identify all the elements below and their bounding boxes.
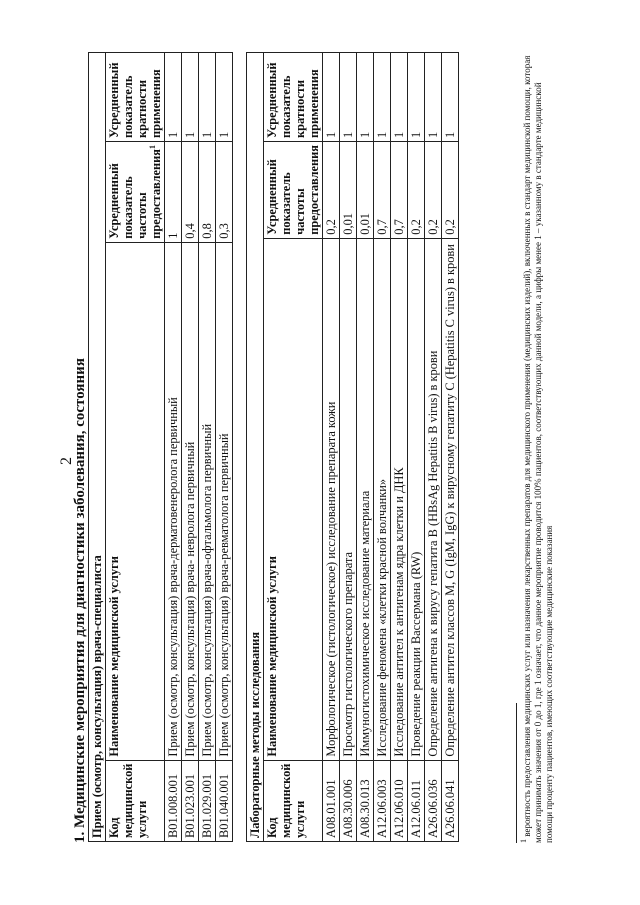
cell-name: Иммуногистохимическое исследование материала	[357, 238, 374, 760]
header-name: Наименование медицинской услуги	[106, 242, 165, 760]
footnote-ref: 1	[147, 144, 157, 149]
cell-name: Морфологическое (гистологическое) исследование препарата кожи	[323, 238, 340, 760]
cell-code: B01.040.001	[216, 760, 233, 841]
table-row	[340, 53, 357, 842]
section-title: 1. Медицинские мероприятия для диагностики заболевания, состояния	[72, 358, 88, 843]
cell-freq: 0,7	[391, 142, 408, 239]
header-code: Код медицинской услуги	[106, 760, 165, 841]
cell-code: A26.06.041	[442, 760, 459, 841]
cell-mult: 1	[340, 53, 357, 142]
cell-freq: 0,2	[323, 142, 340, 239]
cell-name: Прием (осмотр, консультация) врача-дерматовенеролога первичный	[165, 242, 182, 760]
cell-code: A08.30.013	[357, 760, 374, 841]
cell-name: Прием (осмотр, консультация) врача-ревматолога первичный	[216, 242, 233, 760]
cell-code: B01.008.001	[165, 760, 182, 841]
cell-mult: 1	[216, 53, 233, 142]
cell-freq: 0,2	[408, 142, 425, 239]
cell-freq: 0,2	[442, 142, 459, 239]
footnote	[519, 53, 555, 843]
header-frequency: Усредненный показатель частоты предоставления	[264, 142, 323, 239]
cell-freq: 0,4	[182, 142, 199, 243]
consultations-table	[88, 52, 233, 842]
cell-mult: 1	[442, 53, 459, 142]
cell-freq: 1	[165, 142, 182, 243]
lab-tests-rows	[323, 53, 459, 842]
cell-code: B01.023.001	[182, 760, 199, 841]
lab-tests-table	[246, 52, 459, 842]
cell-code: A12.06.003	[374, 760, 391, 841]
table-row	[216, 53, 233, 842]
cell-code: A12.06.010	[391, 760, 408, 841]
table-row	[408, 53, 425, 842]
footnote-text: вероятность предоставления медицинских услуг или назначения лекарственных препаратов для медицинского применения (медицинских изделий), включенных в стандарт медицинской помощи, которая может принимать значения от 0 до 1, где 1 означает, что данное мероприятие проводится 100% пациентов, соответствующих данной модели, а цифры менее 1 – указанному в стандарте медицинской помощи проценту пациентов, имеющих соответствующие медицинские показания	[522, 55, 554, 843]
cell-freq: 0,2	[425, 142, 442, 239]
cell-name: Определение антител классов M, G (IgM, IgG) к вирусному гепатиту C (Hepatitis C virus) в крови	[442, 238, 459, 760]
cell-mult: 1	[357, 53, 374, 142]
cell-mult: 1	[408, 53, 425, 142]
footnote-divider	[516, 703, 517, 843]
cell-freq: 0,8	[199, 142, 216, 243]
header-multiplicity: Усредненный показатель кратности применения	[106, 53, 165, 142]
header-name: Наименование медицинской услуги	[264, 238, 323, 760]
cell-name: Просмотр гистологического препарата	[340, 238, 357, 760]
cell-mult: 1	[391, 53, 408, 142]
cell-name: Определение антигена к вирусу гепатита B (HBsAg Hepatitis B virus) в крови	[425, 238, 442, 760]
cell-freq: 0,01	[357, 142, 374, 239]
cell-freq: 0,01	[340, 142, 357, 239]
table-row	[199, 53, 216, 842]
table-row	[357, 53, 374, 842]
cell-name: Исследование феномена «клетки красной волчанки»	[374, 238, 391, 760]
header-frequency	[106, 142, 165, 243]
cell-mult: 1	[425, 53, 442, 142]
cell-code: B01.029.001	[199, 760, 216, 841]
table-row	[442, 53, 459, 842]
table-row	[165, 53, 182, 842]
cell-mult: 1	[182, 53, 199, 142]
cell-mult: 1	[323, 53, 340, 142]
table-row	[425, 53, 442, 842]
table-row	[391, 53, 408, 842]
table-band-title: Прием (осмотр, консультация) врача-специалиста	[89, 53, 106, 842]
cell-mult: 1	[374, 53, 391, 142]
cell-code: A08.01.001	[323, 760, 340, 841]
table-row	[374, 53, 391, 842]
cell-code: A12.06.011	[408, 760, 425, 841]
cell-mult: 1	[199, 53, 216, 142]
header-frequency-text: Усредненный показатель частоты предоставления	[107, 148, 163, 239]
cell-name: Проведение реакции Вассермана (RW)	[408, 238, 425, 760]
table-row	[323, 53, 340, 842]
cell-name: Прием (осмотр, консультация) врача- невролога первичный	[182, 242, 199, 760]
cell-name: Исследование антител к антигенам ядра клетки и ДНК	[391, 238, 408, 760]
page-number: 2	[58, 457, 75, 465]
table-row	[182, 53, 199, 842]
footnote-marker: 1	[519, 839, 528, 843]
header-multiplicity: Усредненный показатель кратности применения	[264, 53, 323, 142]
cell-freq: 0,3	[216, 142, 233, 243]
cell-name: Прием (осмотр, консультация) врача-офтальмолога первичный	[199, 242, 216, 760]
cell-code: A26.06.036	[425, 760, 442, 841]
header-code: Код медицинской услуги	[264, 760, 323, 841]
cell-freq: 0,7	[374, 142, 391, 239]
consultations-rows	[165, 53, 233, 842]
cell-code: A08.30.006	[340, 760, 357, 841]
table-band-title: Лабораторные методы исследования	[247, 53, 264, 842]
cell-mult: 1	[165, 53, 182, 142]
